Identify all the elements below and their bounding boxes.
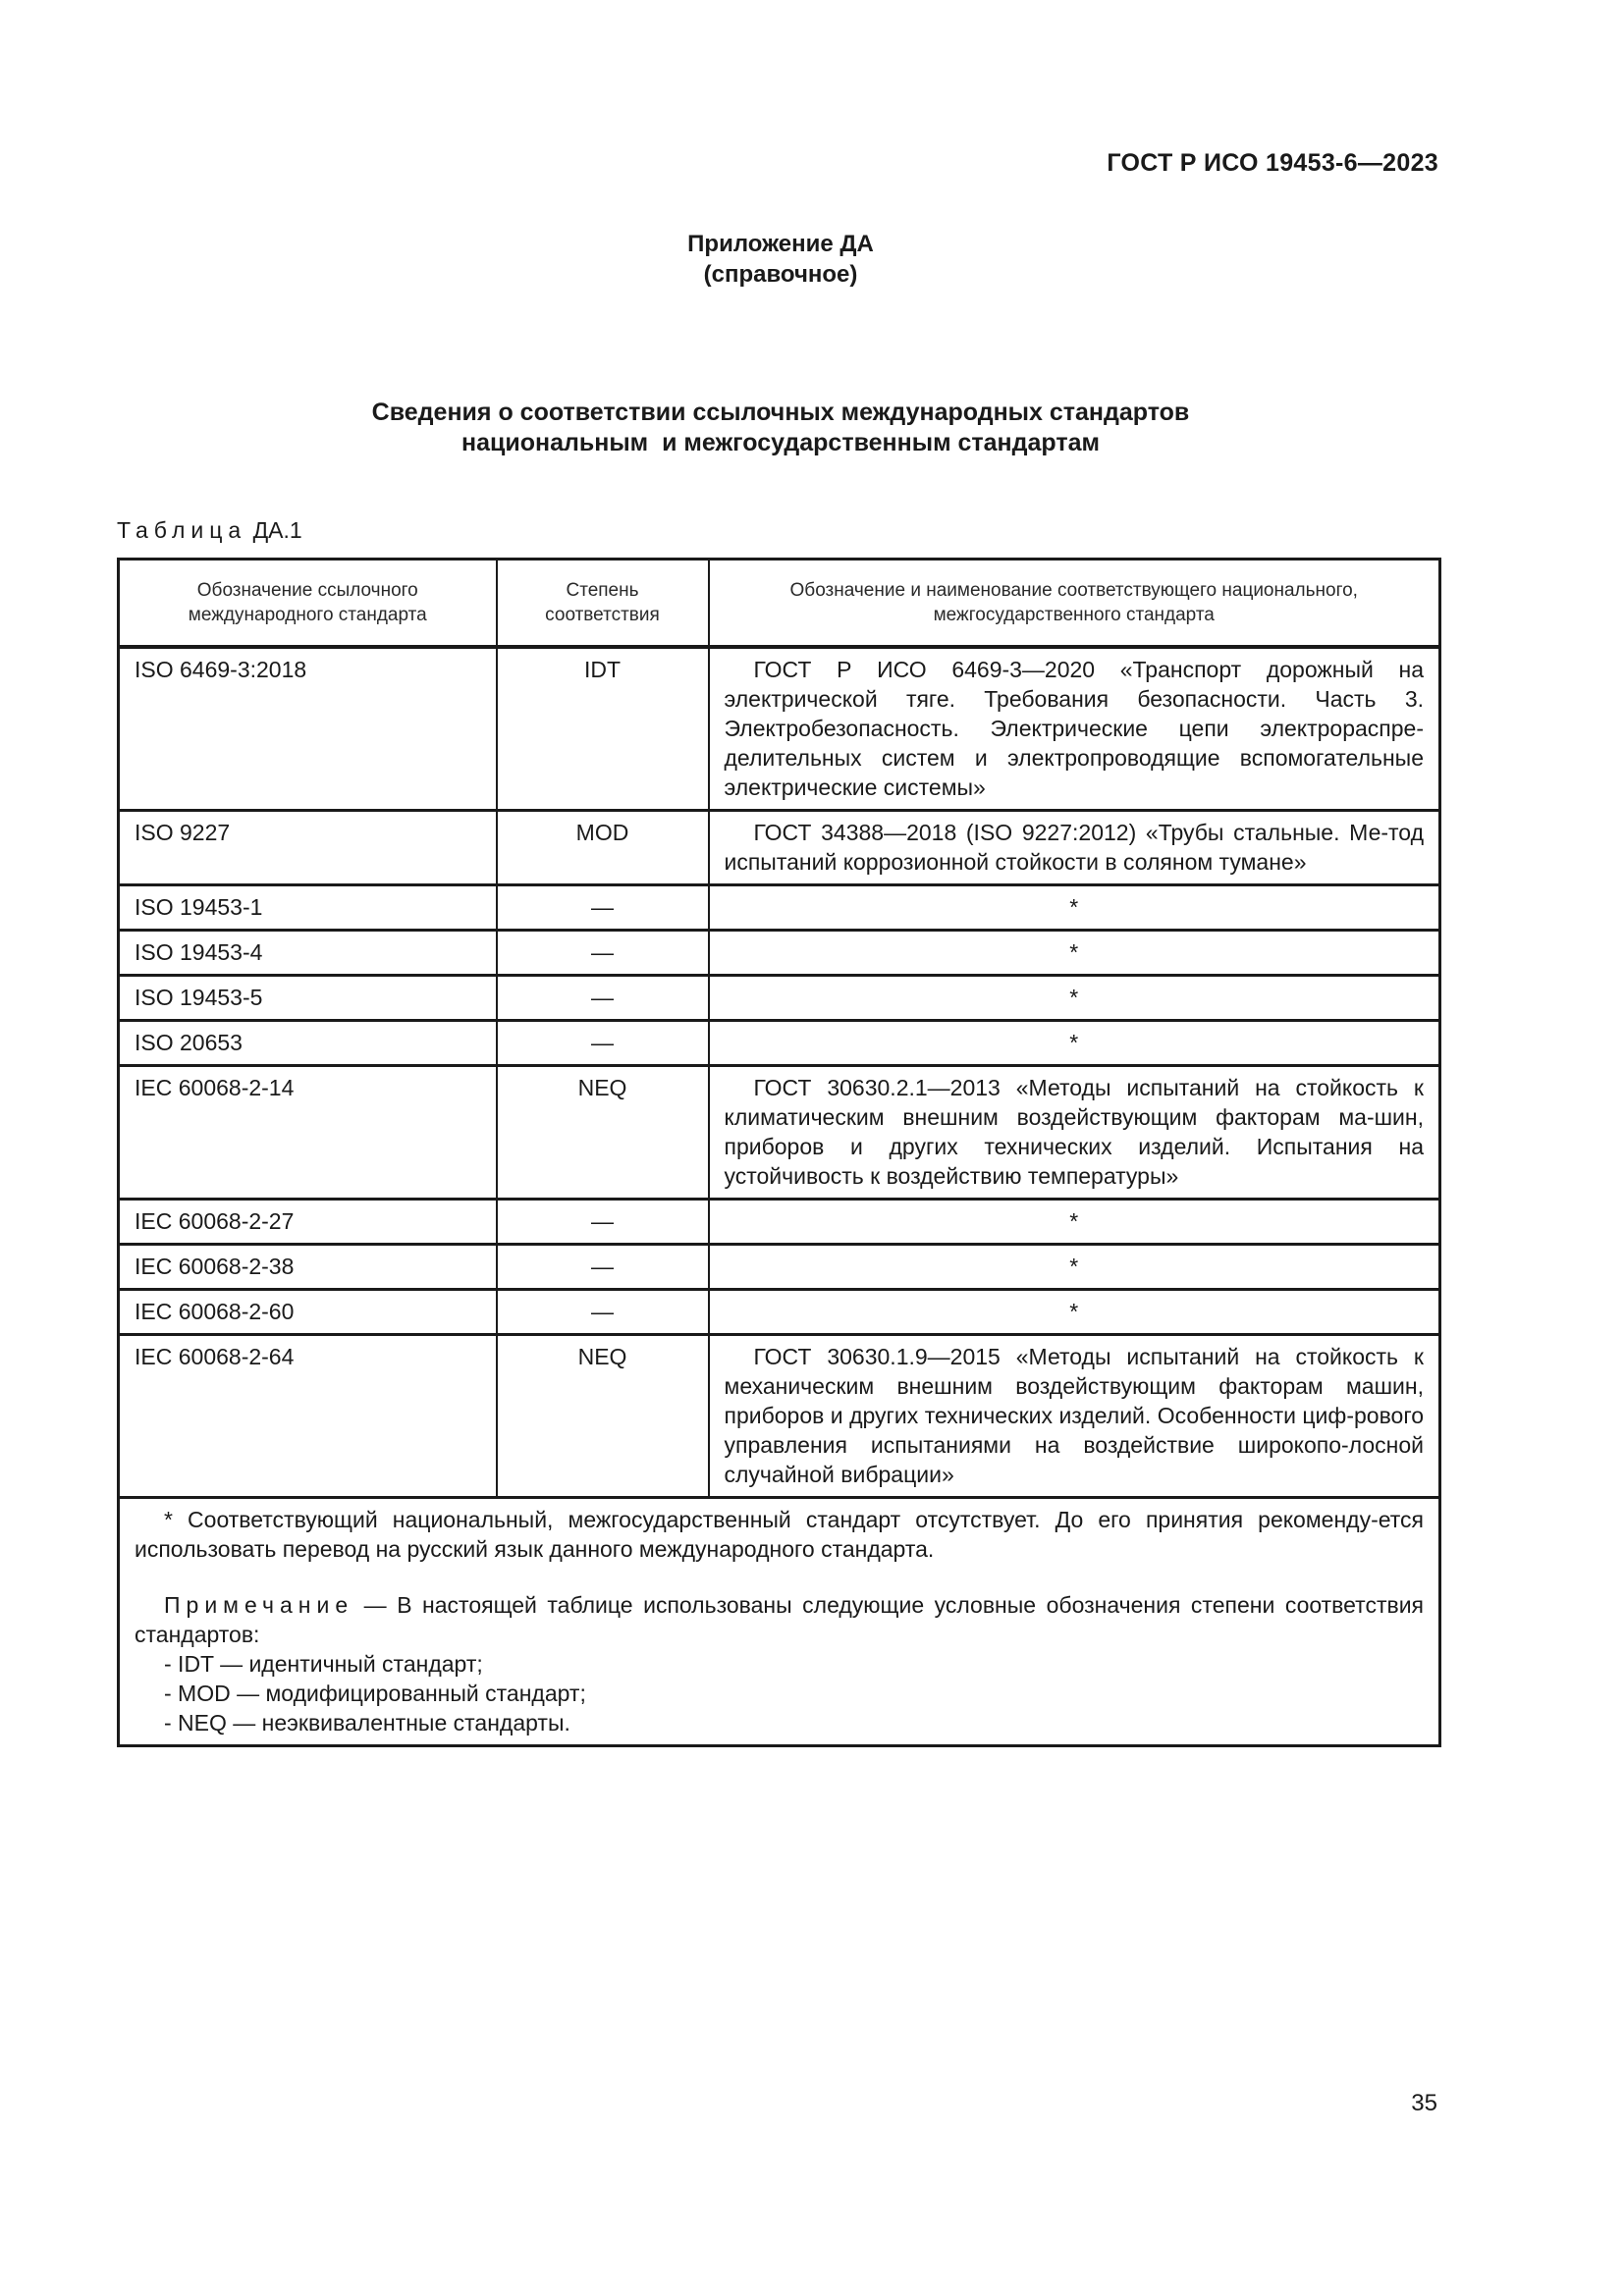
cell-international-standard: IEC 60068-2-64 (119, 1335, 497, 1498)
cell-degree: — (497, 976, 709, 1021)
header-degree: Степень соответствия (497, 560, 709, 648)
legend-item: - MOD — модифицированный стандарт; (164, 1681, 586, 1706)
cell-national-standard: * (709, 931, 1440, 976)
appendix-subtitle: (справочное) (703, 261, 858, 288)
table-footnote: * Соответствующий национальный, межгосударственный стандарт отсутствует. До его принятия рекоменду-ется использовать перевод на русский язык данного международного стандарта. (135, 1507, 1424, 1562)
cell-national-standard (709, 1335, 1440, 1498)
table-row (119, 931, 1440, 976)
main-title-line-2: национальным и межгосударственным стандартам (460, 429, 1101, 456)
national-standard-text: ГОСТ 34388—2018 (ISO 9227:2012) «Трубы стальные. Ме-тод испытаний коррозионной стойкости в соляном тумане» (724, 820, 1424, 875)
cell-degree: IDT (497, 647, 709, 811)
cell-degree: NEQ (497, 1066, 709, 1200)
cell-international-standard: ISO 19453-5 (119, 976, 497, 1021)
cell-degree: — (497, 931, 709, 976)
table-row (119, 1021, 1440, 1066)
note-legend (135, 1649, 1424, 1737)
table-row (119, 1290, 1440, 1335)
correspondence-table (117, 558, 1441, 1747)
table-row (119, 1245, 1440, 1290)
cell-national-standard: * (709, 1245, 1440, 1290)
cell-international-standard: ISO 19453-1 (119, 885, 497, 931)
cell-national-standard (709, 647, 1440, 811)
table-label-word: Таблица (117, 517, 247, 543)
table-row (119, 1200, 1440, 1245)
table-row (119, 811, 1440, 885)
national-standard-text: ГОСТ Р ИСО 6469-3—2020 «Транспорт дорожный на электрической тяге. Требования безопасности. Часть 3. Электробезопасность. Электрические цепи электрораспре-делительных систем и электропроводящие вспомогательные электрические системы» (724, 657, 1424, 800)
cell-degree: — (497, 1021, 709, 1066)
header-national-standard: Обозначение и наименование соответствующего национального, межгосударственного стандарта (709, 560, 1440, 648)
cell-international-standard: IEC 60068-2-38 (119, 1245, 497, 1290)
header-international-standard: Обозначение ссылочного международного стандарта (119, 560, 497, 648)
table-row (119, 647, 1440, 811)
table-label-number: ДА.1 (252, 517, 302, 543)
cell-national-standard: * (709, 976, 1440, 1021)
table-row (119, 1066, 1440, 1200)
cell-national-standard (709, 1066, 1440, 1200)
national-standard-text: ГОСТ 30630.1.9—2015 «Методы испытаний на стойкость к механическим внешним воздействующим факторам машин, приборов и других технических изделий. Особенности циф-рового управления испытаниями на воздействие широкопо-лосной случайной вибрации» (724, 1344, 1424, 1487)
table-row (119, 976, 1440, 1021)
cell-international-standard: ISO 20653 (119, 1021, 497, 1066)
national-standard-text: ГОСТ 30630.2.1—2013 «Методы испытаний на стойкость к климатическим внешним воздействующим факторам ма-шин, приборов и других технических изделий. Испытания на устойчивость к воздействию температуры» (724, 1075, 1424, 1189)
appendix-title: Приложение ДА (687, 231, 874, 257)
main-title-line-1: Сведения о соответствии ссылочных международных стандартов (371, 399, 1190, 426)
cell-degree: NEQ (497, 1335, 709, 1498)
table-footer-row (119, 1498, 1440, 1746)
note-text: — В настоящей таблице использованы следующие условные обозначения степени соответствия стандартов: (135, 1592, 1425, 1647)
page-number: 35 (1411, 2090, 1437, 2116)
document-code: ГОСТ Р ИСО 19453-6—2023 (1107, 149, 1438, 177)
table-row (119, 885, 1440, 931)
cell-national-standard: * (709, 1290, 1440, 1335)
cell-degree: MOD (497, 811, 709, 885)
main-title (0, 398, 1561, 458)
table-label (117, 517, 302, 544)
cell-national-standard (709, 811, 1440, 885)
cell-degree: — (497, 1200, 709, 1245)
table-footer (119, 1498, 1440, 1746)
cell-international-standard: IEC 60068-2-60 (119, 1290, 497, 1335)
legend-item: - IDT — идентичный стандарт; (164, 1651, 483, 1677)
table-body (119, 647, 1440, 1498)
table-row (119, 1335, 1440, 1498)
legend-item: - NEQ — неэквивалентные стандарты. (164, 1710, 570, 1735)
cell-degree: — (497, 1245, 709, 1290)
cell-national-standard: * (709, 885, 1440, 931)
cell-international-standard: ISO 19453-4 (119, 931, 497, 976)
table-header-row (119, 560, 1440, 648)
cell-international-standard: ISO 6469-3:2018 (119, 647, 497, 811)
cell-degree: — (497, 885, 709, 931)
cell-national-standard: * (709, 1200, 1440, 1245)
cell-international-standard: IEC 60068-2-27 (119, 1200, 497, 1245)
cell-national-standard: * (709, 1021, 1440, 1066)
cell-international-standard: IEC 60068-2-14 (119, 1066, 497, 1200)
appendix-heading (0, 229, 1561, 290)
cell-degree: — (497, 1290, 709, 1335)
note-label: Примечание (164, 1592, 354, 1618)
cell-international-standard: ISO 9227 (119, 811, 497, 885)
table-note (135, 1590, 1424, 1649)
